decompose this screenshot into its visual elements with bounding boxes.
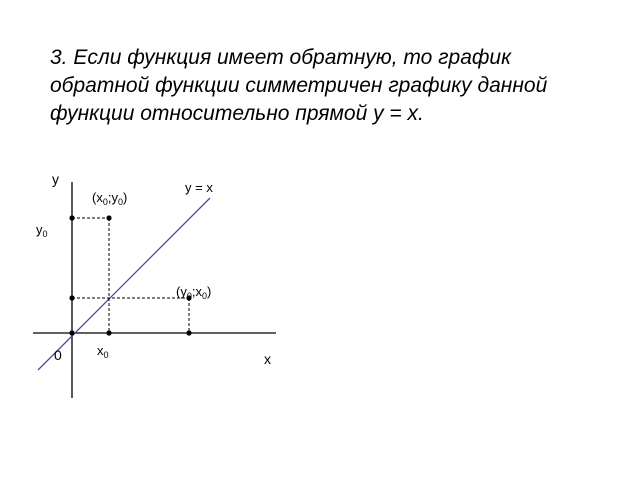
origin-label: 0 (54, 347, 62, 363)
theorem-line-3: функции относительно прямой у = х. (50, 102, 424, 125)
theorem-line-1: 3. Если функция имеет обратную, то график (50, 46, 512, 69)
point-a-label: $(x_0;y_0)$ (92, 190, 128, 207)
y0-tick-label: $y_0$ (36, 222, 48, 239)
origin-dot (69, 330, 74, 335)
theorem-line-2: обратной функции симметричен графику данной (50, 74, 548, 97)
x0-tick-dot (106, 330, 111, 335)
axis-x-label: x (264, 351, 271, 367)
line-label: y = x (185, 180, 213, 195)
x0-value-dot-on-y-axis (69, 295, 74, 300)
axis-y-label: y (52, 171, 59, 187)
y0-value-dot-on-x-axis (186, 330, 191, 335)
y0-tick-dot (69, 215, 74, 220)
point-b-label: $(y_0;x_0)$ (176, 284, 212, 301)
point-a (106, 215, 111, 220)
x0-tick-label: $x_0$ (97, 343, 109, 360)
